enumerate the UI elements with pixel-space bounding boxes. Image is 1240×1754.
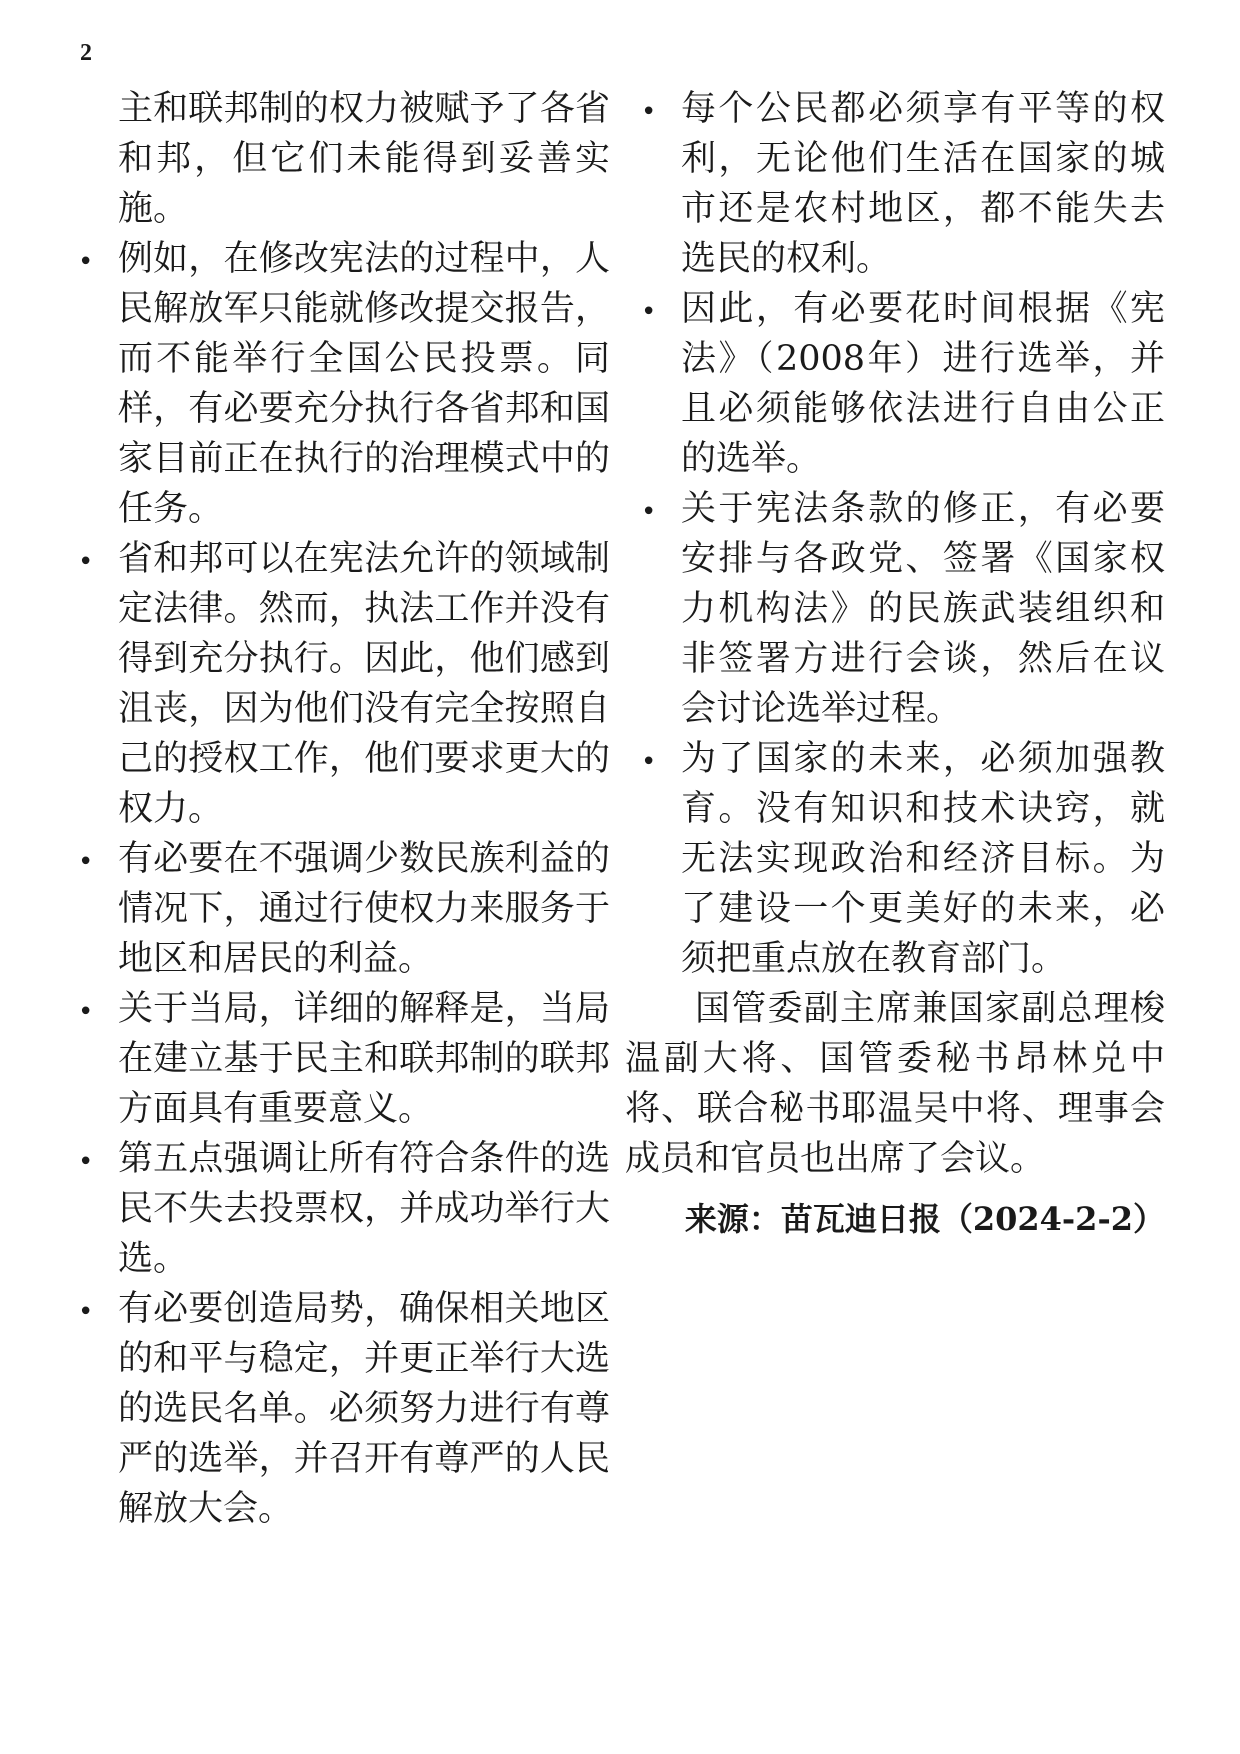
list-item-text: 有必要在不强调少数民族利益的情况下，通过行使权力来服务于地区和居民的利益。 — [118, 839, 610, 979]
bullet-icon: • — [78, 547, 94, 577]
list-item — [625, 284, 1165, 484]
continuation-paragraph: 主和联邦制的权力被赋予了各省和邦，但它们未能得到妥善实施。 — [118, 89, 610, 229]
list-item — [62, 834, 610, 984]
list-item — [62, 534, 610, 834]
list-item-text: 省和邦可以在宪法允许的领域制定法律。然而，执法工作并没有得到充分执行。因此，他们感到沮丧，因为他们没有完全按照自己的授权工作，他们要求更大的权力。 — [118, 539, 610, 829]
list-item — [625, 484, 1165, 734]
page-number: 2 — [80, 40, 92, 66]
right-bullet-list — [625, 84, 1165, 984]
list-item-text: 为了国家的未来，必须加强教育。没有知识和技术诀窍，就无法实现政治和经济目标。为了建设一个更美好的未来，必须把重点放在教育部门。 — [681, 739, 1165, 979]
left-column — [62, 84, 610, 1534]
list-item — [625, 84, 1165, 284]
bullet-icon: • — [641, 497, 657, 527]
list-item-text: 因此，有必要花时间根据《宪法》（2008年）进行选举，并且必须能够依法进行自由公正的选举。 — [681, 289, 1165, 479]
bullet-icon: • — [641, 297, 657, 327]
source-citation: 来源：苗瓦迪日报（2024-2-2） — [684, 1200, 1165, 1238]
closing-paragraph: 国管委副主席兼国家副总理梭温副大将、国管委秘书昂林兑中将、联合秘书耶温吴中将、理事会成员和官员也出席了会议。 — [625, 989, 1165, 1179]
left-bullet-list — [62, 234, 610, 1534]
list-item — [62, 1134, 610, 1284]
right-column — [625, 84, 1165, 1244]
bullet-icon: • — [641, 97, 657, 127]
bullet-icon: • — [78, 997, 94, 1027]
list-item-text: 每个公民都必须享有平等的权利，无论他们生活在国家的城市还是农村地区，都不能失去选民的权利。 — [681, 89, 1165, 279]
bullet-icon: • — [78, 247, 94, 277]
list-item — [62, 1284, 610, 1534]
list-item — [62, 234, 610, 534]
list-item — [625, 734, 1165, 984]
list-item-text: 有必要创造局势，确保相关地区的和平与稳定，并更正举行大选的选民名单。必须努力进行有尊严的选举，并召开有尊严的人民解放大会。 — [118, 1289, 610, 1529]
list-item — [62, 984, 610, 1134]
list-item-text: 例如，在修改宪法的过程中，人民解放军只能就修改提交报告，而不能举行全国公民投票。同样，有必要充分执行各省邦和国家目前正在执行的治理模式中的任务。 — [118, 239, 610, 529]
list-item-text: 关于宪法条款的修正，有必要安排与各政党、签署《国家权力机构法》的民族武装组织和非签署方进行会谈，然后在议会讨论选举过程。 — [681, 489, 1165, 729]
bullet-icon: • — [78, 1297, 94, 1327]
bullet-icon: • — [78, 847, 94, 877]
list-item-text: 关于当局，详细的解释是，当局在建立基于民主和联邦制的联邦方面具有重要意义。 — [118, 989, 610, 1129]
list-item-text: 第五点强调让所有符合条件的选民不失去投票权，并成功举行大选。 — [118, 1139, 610, 1279]
bullet-icon: • — [641, 747, 657, 777]
bullet-icon: • — [78, 1147, 94, 1177]
